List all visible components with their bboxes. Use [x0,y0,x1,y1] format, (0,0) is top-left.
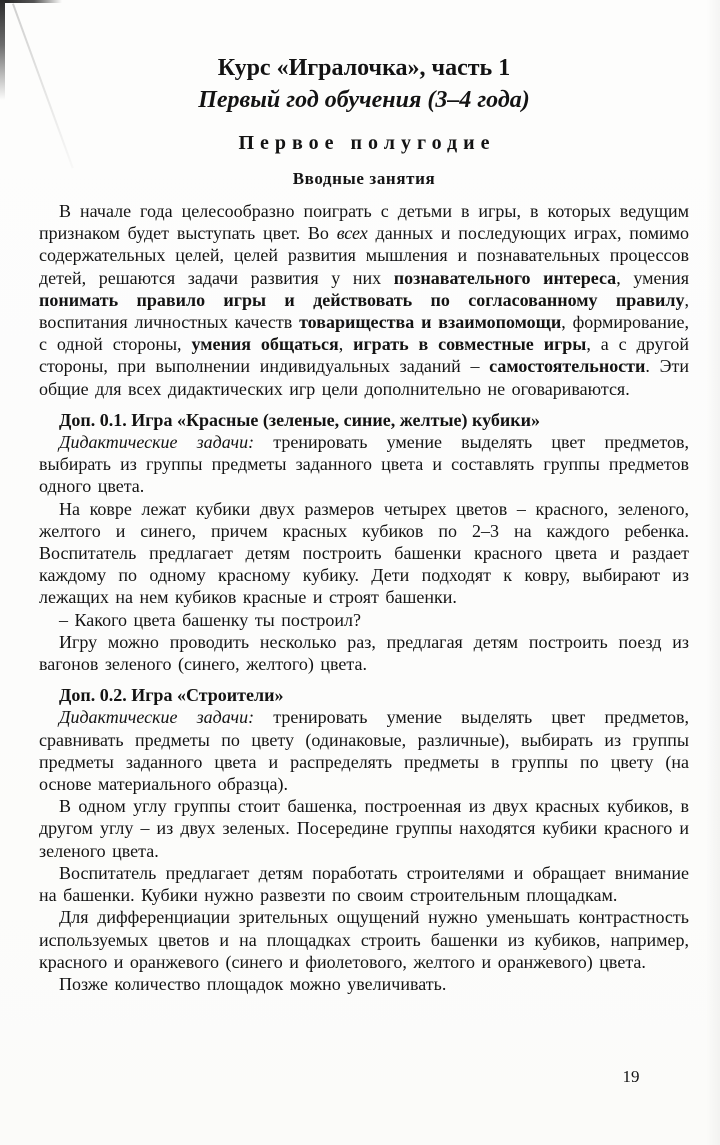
semester-heading: Первое полугодие [238,132,496,154]
game1-heading: Доп. 0.1. Игра «Красные (зеленые, синие, желтые) кубики» [59,409,540,430]
game2-tasks-paragraph [39,706,689,795]
text-run: всех [336,223,368,244]
scan-artifact-left-edge [0,0,5,100]
text-run: . Эти общие для всех дидактических игр цели дополнительно не оговариваются. [39,356,689,399]
game1-question-line: – Какого цвета башенку ты построил? [59,609,361,630]
course-subtitle: Первый год обучения (3–4 года) [198,87,530,113]
text-run: В начале года целесообразно поиграть с детьми в игры, в которых ведущим признаком будет выступать цвет. Во [39,201,689,244]
game1-tasks-paragraph [39,431,689,498]
game2-differentiation-paragraph: Для дифференциации зрительных ощущений нужно уменьшать контрастность используемых цветов и на площадках строить башенки из кубиков, например, красного и оранжевого (синего и фиолетового, желтого и оранжевого) цвета. [39,907,689,972]
text-run: познавательного интереса [393,267,617,288]
course-title: Курс «Игралочка», часть 1 [217,55,511,81]
intro-paragraph [39,200,689,400]
text-run: тренировать умение выделять цвет предметов, сравнивать предметы по цвету (одинаковые, различные), выбирать из группы предметы заданного цвета и распределять предметы в группы по цвету (на основе материального образца). [39,707,689,795]
text-run: Дидактические задачи: [59,707,255,728]
text-run: понимать правило игры и действовать по согласованному правилу [39,289,685,310]
game2-later-paragraph: Позже количество площадок можно увеличивать. [59,973,447,994]
text-run: , умения [616,267,689,288]
text-run: данных и последующих играх, помимо содержательных целей, целей развития мышления и познавательных процессов детей, решаются задачи развития у них [39,223,689,288]
text-run: , а с другой стороны, при выполнении индивидуальных заданий – [39,334,690,377]
page-content [39,54,689,995]
scan-artifact-right-shade [706,0,720,1145]
game1-variation-paragraph: Игру можно проводить несколько раз, предлагая детям построить поезд из вагонов зеленого (синего, желтого) цвета. [39,631,689,675]
game1-description-paragraph: На ковре лежат кубики двух размеров четырех цветов – красного, зеленого, желтого и синего, причем красных кубиков по 2–3 на каждого ребенка. Воспитатель предлагает детям построить башенки красного цвета и раздает каждому по одному красному кубику. Дети подходят к ковру, выбирают из лежащих на нем кубиков красные и строят башенки. [39,498,689,608]
text-run: играть в совместные игры [353,334,587,355]
page-number: 19 [622,1067,640,1086]
section-heading: Вводные занятия [292,169,436,188]
game2-heading: Доп. 0.2. Игра «Строители» [59,685,284,706]
game2-action-paragraph: Воспитатель предлагает детям поработать строителями и обращает внимание на башенки. Кубики нужно развезти по своим строительным площадкам. [39,862,689,906]
text-run: товарищества и взаимопомощи [299,312,562,333]
game2-setup-paragraph: В одном углу группы стоит башенка, построенная из двух красных кубиков, в другом углу – из двух зеленых. Посередине группы находятся кубики красного и зеленого цвета. [39,796,689,861]
text-run: умения общаться [191,334,339,355]
text-run: самостоятельности [489,356,646,377]
text-run: Дидактические задачи: [59,432,255,453]
scan-artifact-top-edge [0,0,62,3]
text-run: , [338,334,354,355]
text-run: , формирование, с одной стороны, [39,312,689,355]
text-run: тренировать умение выделять цвет предметов, выбирать из группы предметы заданного цвета и составлять группы предметов одного цвета. [39,432,689,497]
text-run: , воспитания личностных качеств [39,289,689,333]
